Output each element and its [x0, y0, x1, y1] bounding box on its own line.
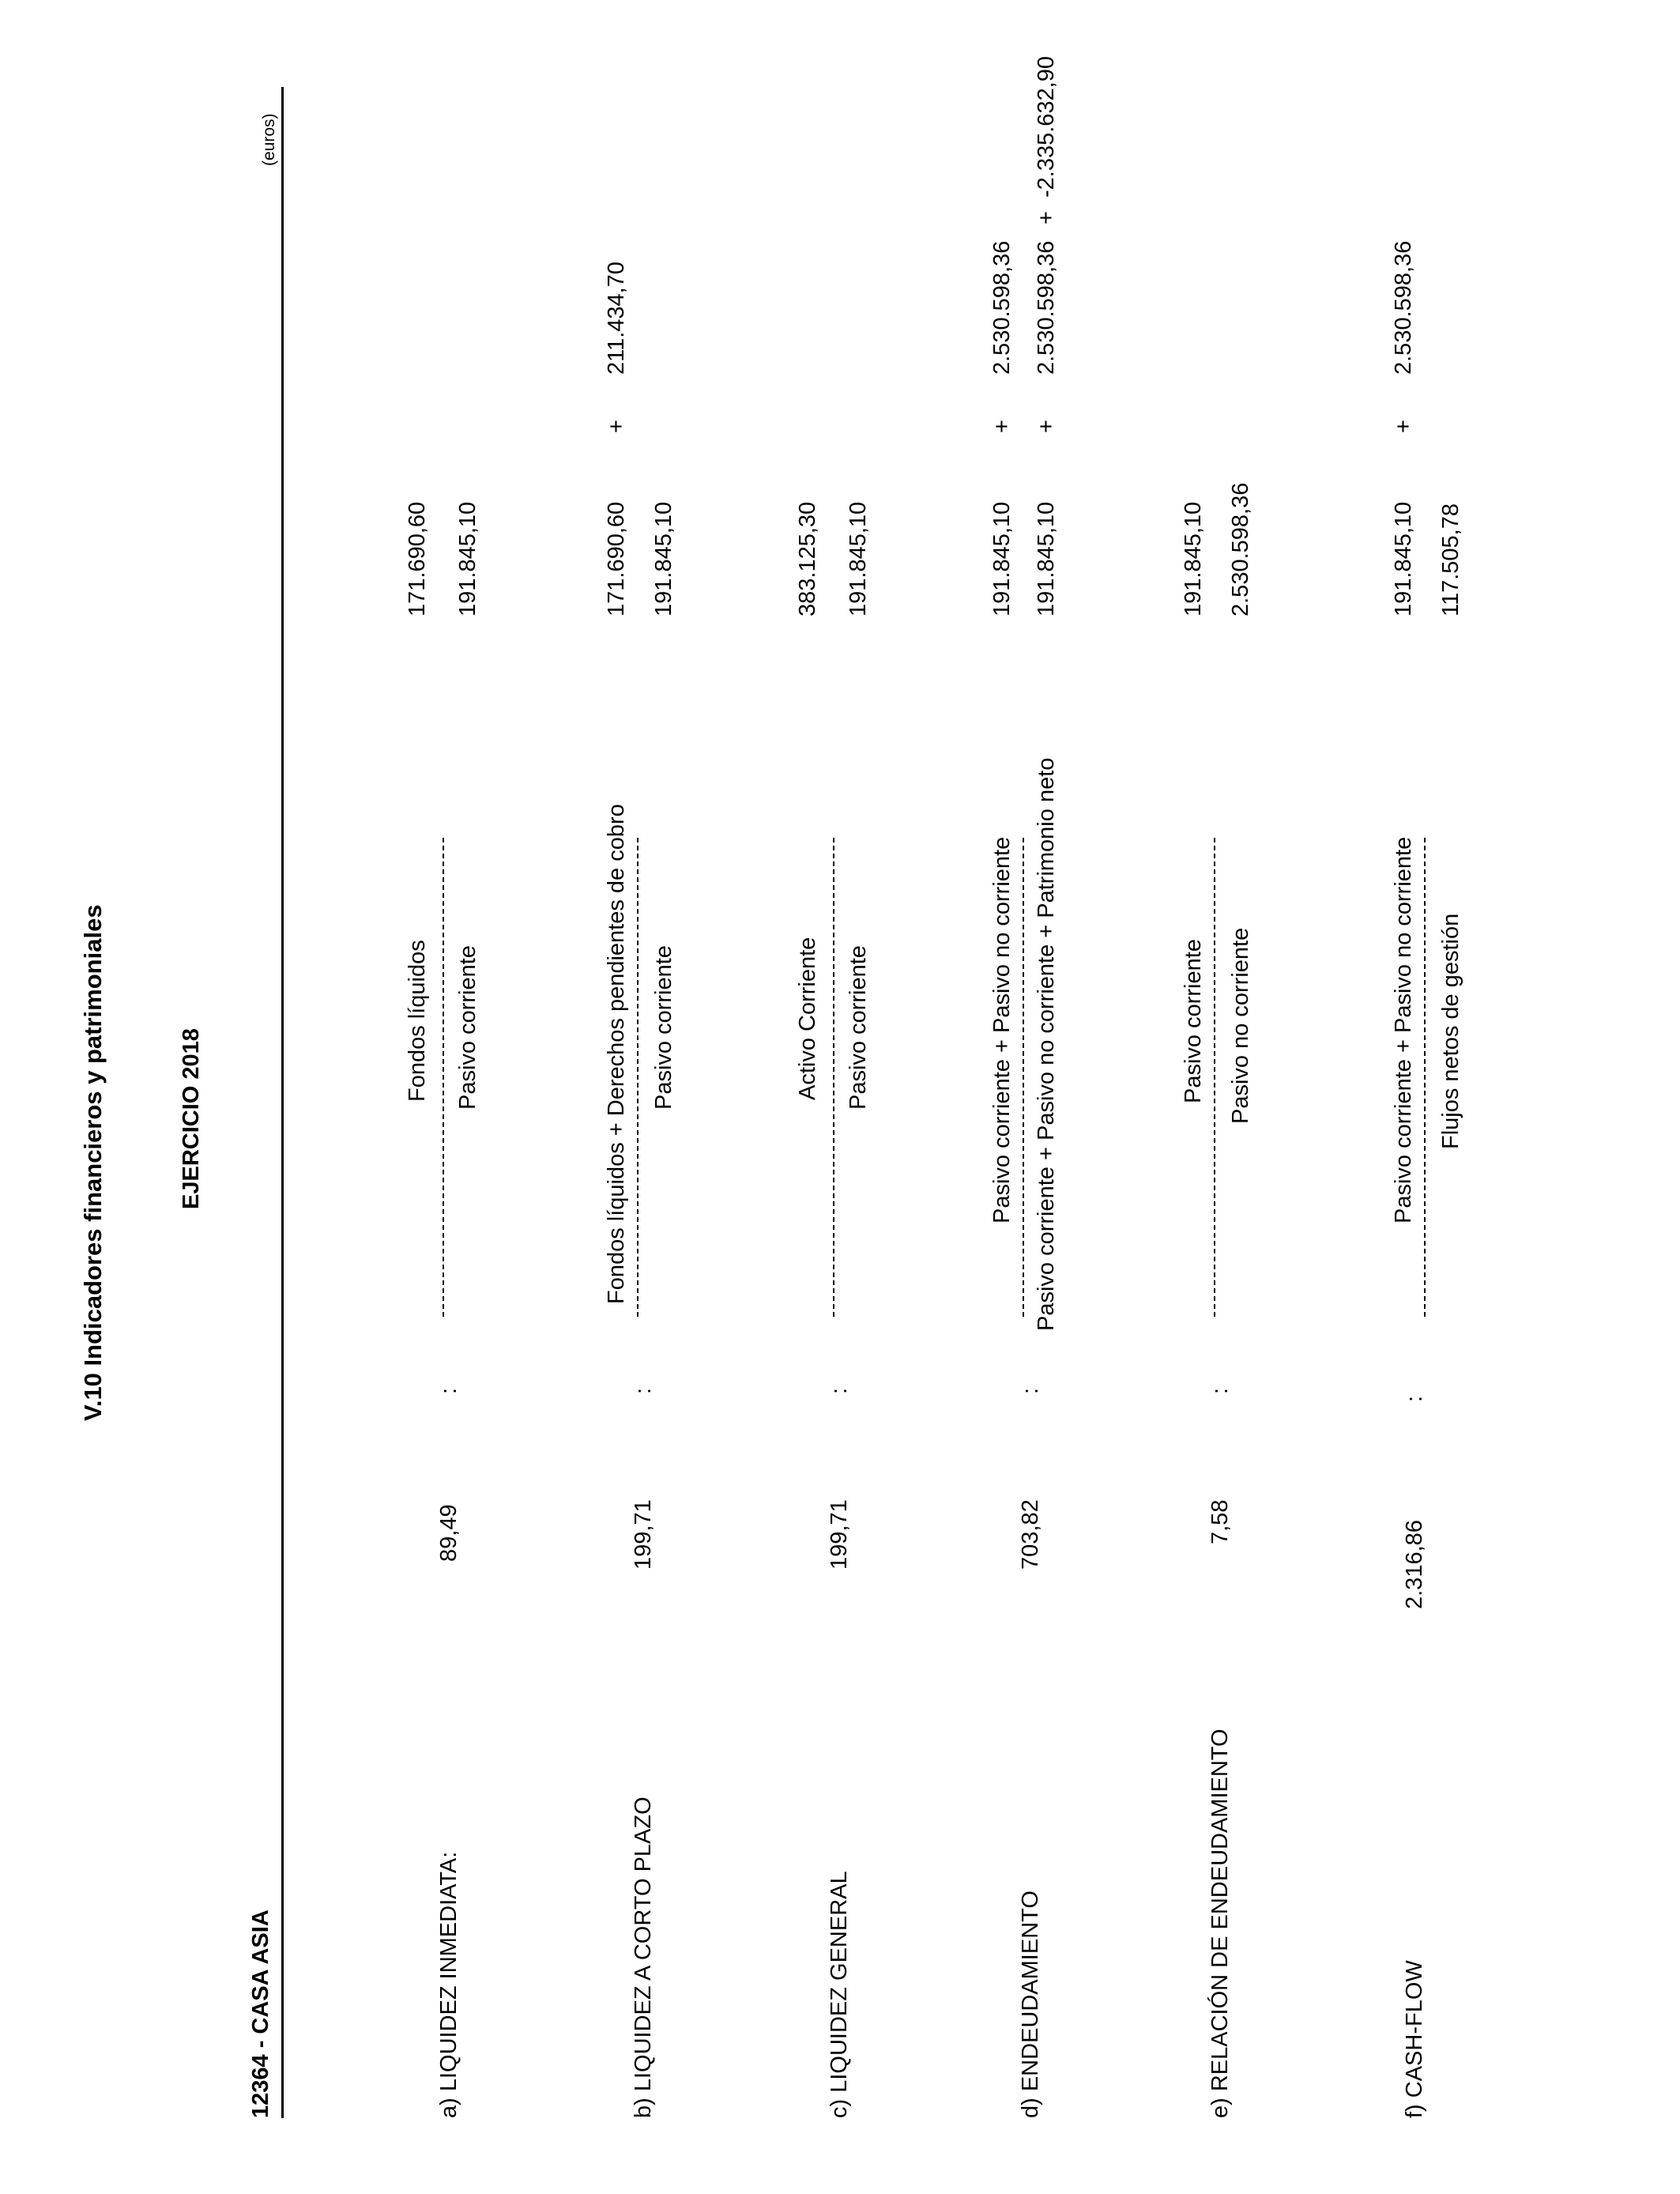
denominator-value: 191.845,10: [1034, 501, 1059, 616]
numerator-value: 191.845,10: [1391, 501, 1416, 616]
numerator-value: 171.690,60: [604, 501, 629, 616]
numerator-label: Activo Corriente: [795, 937, 820, 1100]
indicator-colon: :: [631, 1387, 656, 1394]
indicator-value: 703,82: [1018, 1499, 1043, 1570]
denominator-value: 2.530.598,36: [1034, 240, 1059, 375]
denominator-value: 191.845,10: [651, 501, 676, 616]
numerator-label: Pasivo corriente: [1181, 939, 1206, 1103]
denominator-value: -2.335.632,90: [1034, 56, 1059, 198]
fraction-line: [637, 838, 638, 1317]
indicator-label: b) LIQUIDEZ A CORTO PLAZO: [631, 1796, 656, 2118]
numerator-label: Pasivo corriente + Pasivo no corriente: [989, 836, 1015, 1223]
header-rule: [281, 87, 284, 2118]
indicator-label: a) LIQUIDEZ INMEDIATA:: [436, 1851, 461, 2118]
denominator-value: 191.845,10: [846, 501, 871, 616]
numerator-value: 191.845,10: [1181, 501, 1206, 616]
denominator-label: Pasivo corriente: [846, 945, 871, 1110]
indicator-label: e) RELACIÓN DE ENDEUDAMIENTO: [1207, 1728, 1233, 2118]
fraction-line: [833, 838, 834, 1317]
numerator-value: 191.845,10: [989, 501, 1015, 616]
indicator-value: 89,49: [436, 1504, 461, 1562]
indicator-colon: :: [1207, 1387, 1233, 1394]
indicator-label: f) CASH-FLOW: [1402, 1960, 1427, 2118]
numerator-label: Fondos líquidos: [405, 940, 430, 1102]
numerator-value: 2.530.598,36: [989, 240, 1015, 375]
denominator-label: Pasivo no corriente: [1228, 927, 1253, 1124]
denominator-label: Pasivo corriente: [651, 945, 676, 1110]
numerator-value: 2.530.598,36: [1391, 240, 1416, 375]
exercise-heading: EJERCICIO 2018: [179, 1028, 204, 1209]
plus-sign: +: [1391, 420, 1416, 433]
numerator-value: 211.434,70: [604, 262, 629, 375]
plus-sign: +: [604, 420, 629, 433]
indicator-colon: :: [1402, 1395, 1427, 1402]
indicator-label: c) LIQUIDEZ GENERAL: [827, 1871, 852, 2118]
fraction-line: [443, 838, 444, 1317]
indicator-value: 2.316,86: [1402, 1520, 1427, 1609]
fraction-line: [1214, 838, 1215, 1317]
indicator-value: 199,71: [631, 1499, 656, 1570]
numerator-value: 171.690,60: [405, 501, 430, 616]
numerator-label: Fondos líquidos + Derechos pendientes de cobro: [604, 804, 629, 1304]
plus-sign: +: [1034, 420, 1059, 433]
plus-sign: +: [1034, 211, 1059, 224]
report-title: V.10 Indicadores financieros y patrimoniales: [79, 904, 107, 1421]
denominator-label: Pasivo corriente + Pasivo no corriente + Patrimonio neto: [1034, 757, 1059, 1331]
fraction-line: [1424, 838, 1426, 1317]
denominator-value: 191.845,10: [455, 501, 480, 616]
indicator-colon: :: [827, 1387, 852, 1394]
indicator-value: 7,58: [1207, 1499, 1233, 1544]
units-label: (euros): [260, 113, 278, 166]
entity-name: 12364 - CASA ASIA: [248, 1909, 273, 2118]
denominator-value: 2.530.598,36: [1228, 482, 1253, 616]
plus-sign: +: [989, 420, 1015, 433]
denominator-value: 117.505,78: [1438, 503, 1463, 616]
numerator-label: Pasivo corriente + Pasivo no corriente: [1391, 836, 1416, 1223]
fraction-line: [1023, 838, 1024, 1317]
indicator-colon: :: [1018, 1387, 1043, 1394]
indicator-colon: :: [436, 1387, 461, 1394]
indicator-value: 199,71: [827, 1499, 852, 1570]
denominator-label: Flujos netos de gestión: [1438, 913, 1463, 1149]
denominator-label: Pasivo corriente: [455, 945, 480, 1110]
indicator-label: d) ENDEUDAMIENTO: [1018, 1891, 1043, 2118]
numerator-value: 383.125,30: [795, 501, 820, 616]
